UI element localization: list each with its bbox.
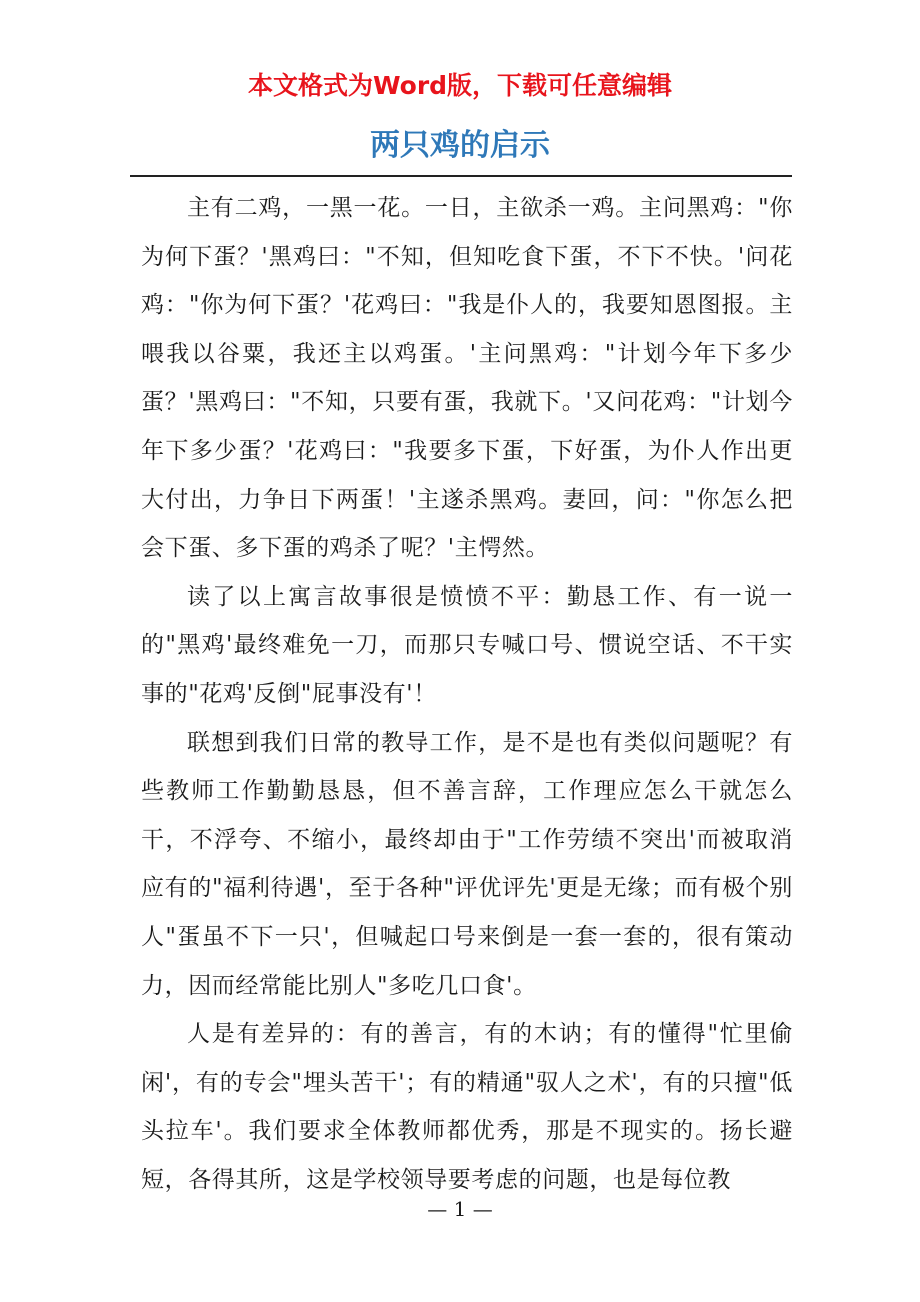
paragraph-3: 联想到我们日常的教导工作，是不是也有类似问题呢？有些教师工作勤勤恳恳，但不善言辞，工作理应怎么干就怎么干，不浮夸、不缩小，最终却由于"工作劳绩不突出'而被取消应有的"福利待遇'，至于各种"评优评先'更是无缘；而有极个别人"蛋虽不下一只'，但喊起口号来倒是一套一套的，很有策动力，因而经常能比别人"多吃几口食'。 (141, 729, 793, 999)
document-title: 两只鸡的启示 (370, 128, 550, 163)
paragraph-1: 主有二鸡，一黑一花。一日，主欲杀一鸡。主问黑鸡："你为何下蛋？'黑鸡曰："不知，但知吃食下蛋，不下不快。'问花鸡："你为何下蛋？'花鸡曰："我是仆人的，我要知恩图报。主喂我以谷粟，我还主以鸡蛋。'主问黑鸡："计划今年下多少蛋？'黑鸡曰："不知，只要有蛋，我就下。'又问花鸡："计划今年下多少蛋？'花鸡曰："我要多下蛋，下好蛋，为仆人作出更大付出，力争日下两蛋！'主遂杀黑鸡。妻回，问："你怎么把会下蛋、多下蛋的鸡杀了呢？'主愕然。 (141, 195, 793, 562)
paragraph-2: 读了以上寓言故事很是愤愤不平：勤恳工作、有一说一的"黑鸡'最终难免一刀，而那只专喊口号、惯说空话、不干实事的"花鸡'反倒"屁事没有'！ (141, 583, 793, 707)
page-number: — 1 — (427, 1197, 493, 1221)
paragraph-4: 人是有差异的：有的善言，有的木讷；有的懂得"忙里偷闲'，有的专会"埋头苦干'；有的精通"驭人之术'，有的只擅"低头拉车'。我们要求全体教师都优秀，那是不现实的。扬长避短，各得其所，这是学校领导要考虑的问题，也是每位教 (141, 1021, 793, 1193)
document-body (141, 184, 793, 1204)
title-divider (130, 175, 792, 177)
format-banner: 本文格式为Word版，下载可任意编辑 (247, 71, 673, 100)
